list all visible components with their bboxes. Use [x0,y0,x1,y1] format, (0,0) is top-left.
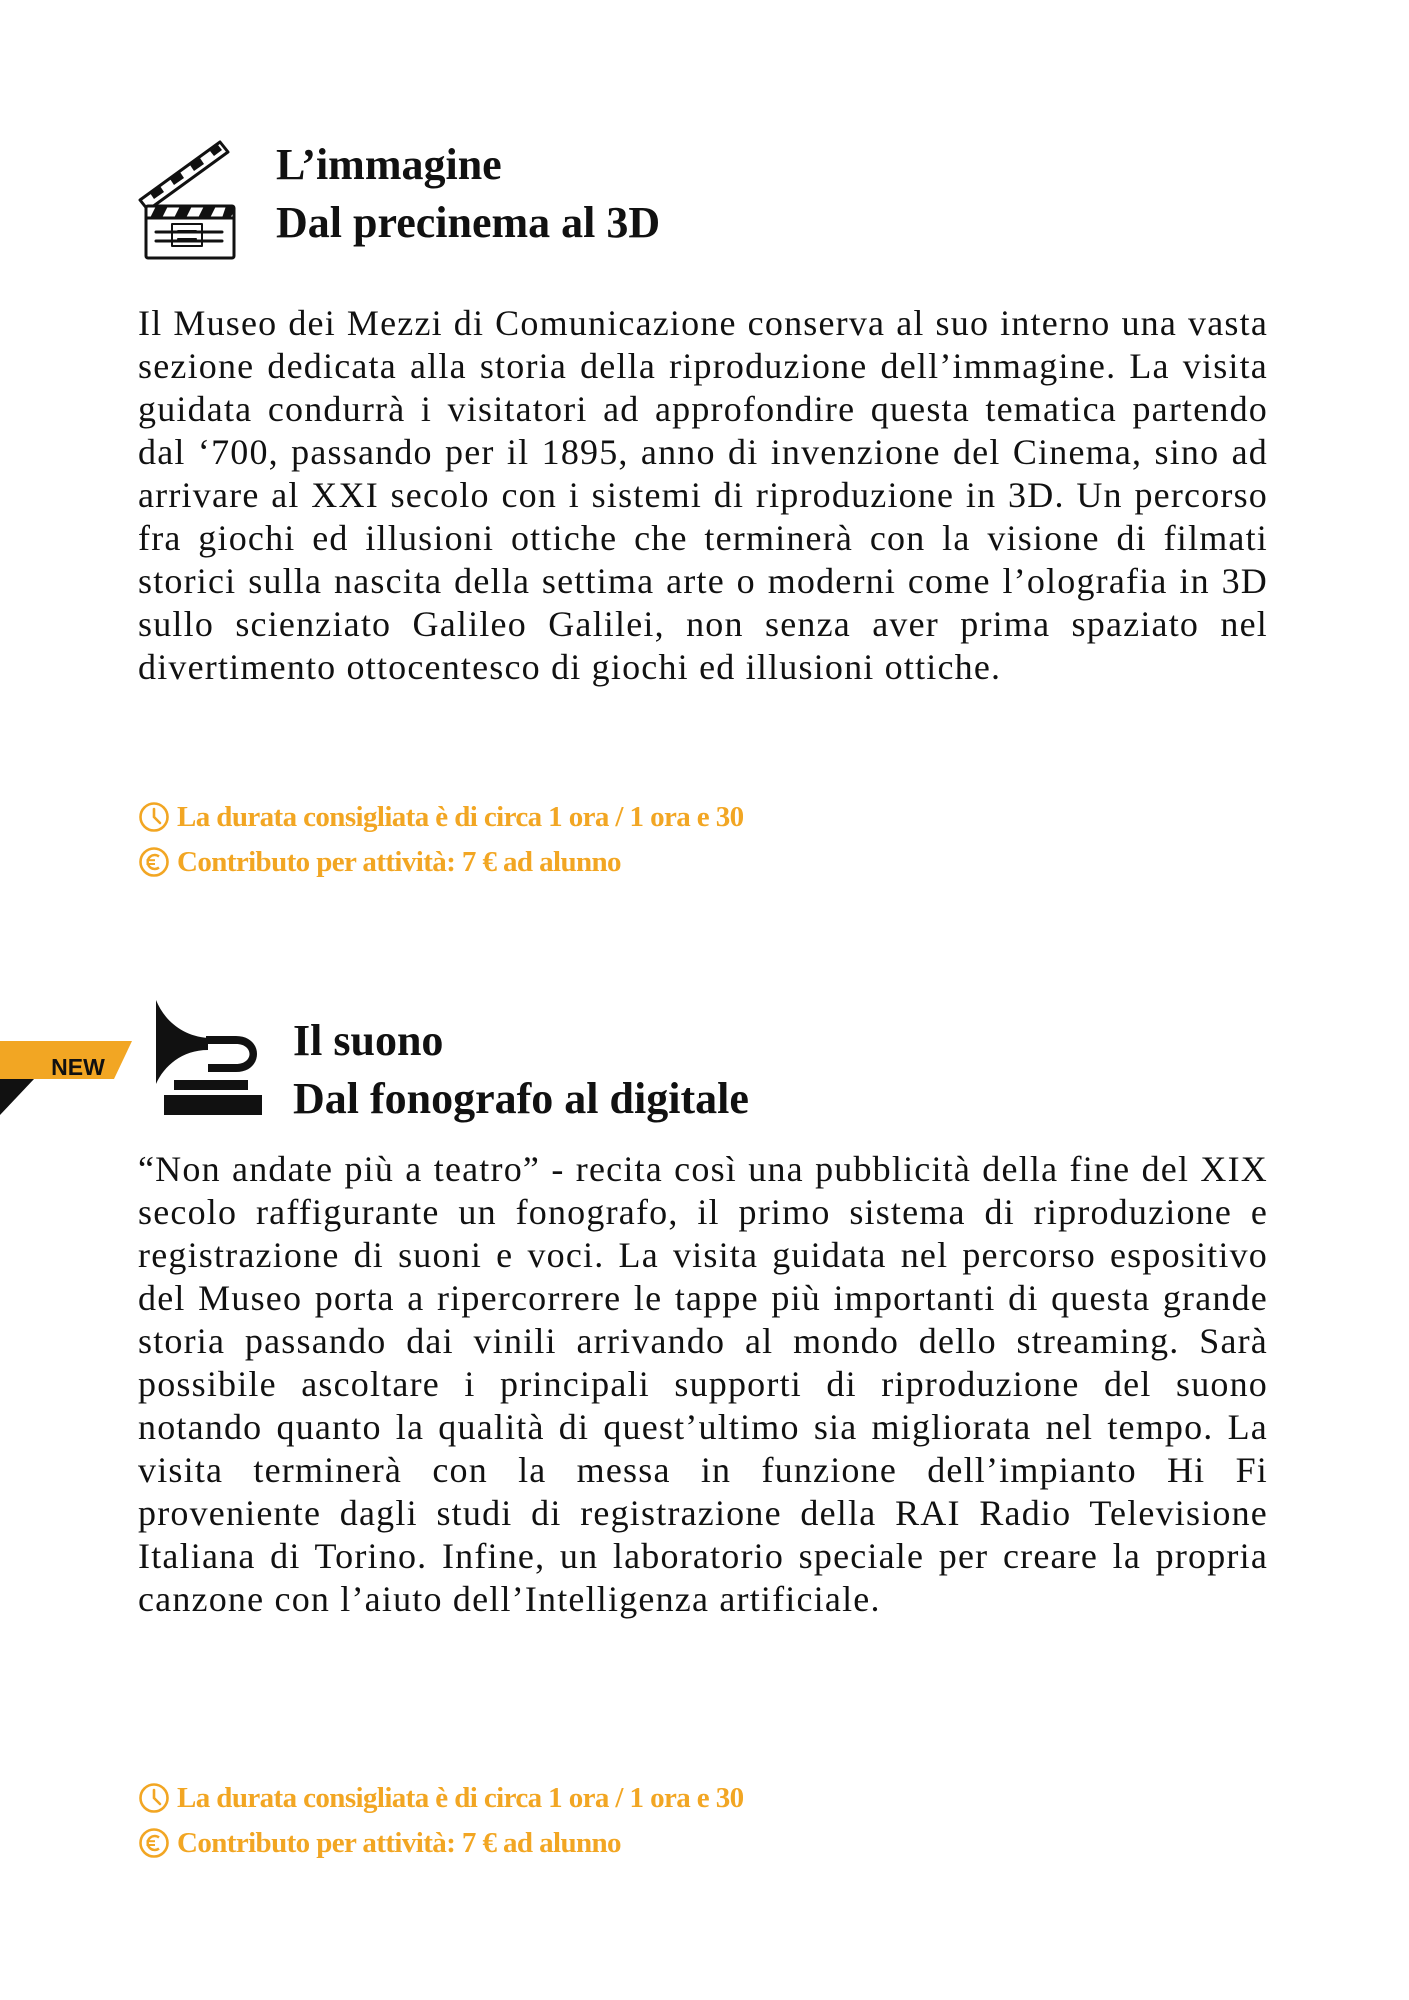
price-info [138,1823,621,1863]
price-text: Contributo per attività: 7 € ad alunno [177,845,621,878]
gramophone-icon [156,1000,272,1118]
section-description: “Non andate più a teatro” - recita così una pubblicità della fine del XIX secolo raffigurante un fonografo, il primo sistema di riproduzione e registrazione di suoni e voci. La visita guidata nel percorso espositivo del Museo porta a ripercorrere le tappe più importanti di questa grande storia passando dai vinili arrivando al mondo dello streaming. Sarà possibile ascoltare i principali supporti di riproduzione del suono notando quanto la qualità di quest’ultimo sia migliorata nel tempo. La visita terminerà con la messa in funzione dell’impianto Hi Fi proveniente dagli studi di registrazione della RAI Radio Televisione Italiana di Torino. Infine, un laboratorio speciale per creare la propria canzone con l’aiuto dell’Intelligenza artificiale. [138,1149,1268,1619]
duration-info [138,1778,744,1818]
duration-info [138,797,744,837]
clock-icon [138,801,170,833]
new-badge-label: NEW [51,1054,105,1080]
section-description: Il Museo dei Mezzi di Comunicazione conserva al suo interno una vasta sezione dedicata alla storia della riproduzione dell’immagine. La visita guidata condurrà i visitatori ad approfondire questa tematica partendo dal ‘700, passando per il 1895, anno di invenzione del Cinema, sino ad arrivare al XXI secolo con i sistemi di riproduzione in 3D. Un percorso fra giochi ed illusioni ottiche che terminerà con la visione di filmati storici sulla nascita della settima arte o moderni come l’olografia in 3D sullo scienziato Galileo Galilei, non senza aver prima spaziato nel divertimento ottocentesco di giochi ed illusioni ottiche. [138,303,1268,687]
duration-text: La durata consigliata è di circa 1 ora / 1 ora e 30 [177,1781,744,1814]
section-title [276,136,660,252]
title-line-1: Il suono [293,1016,444,1065]
euro-icon [138,846,170,878]
price-info [138,842,621,882]
duration-text: La durata consigliata è di circa 1 ora / 1 ora e 30 [177,800,744,833]
clapperboard-icon [136,138,240,266]
price-text: Contributo per attività: 7 € ad alunno [177,1826,621,1859]
clock-icon [138,1782,170,1814]
section-title [293,1012,749,1128]
title-line-2: Dal fonografo al digitale [293,1074,749,1123]
title-line-2: Dal precinema al 3D [276,198,661,247]
euro-icon [138,1827,170,1859]
title-line-1: L’immagine [276,140,502,189]
